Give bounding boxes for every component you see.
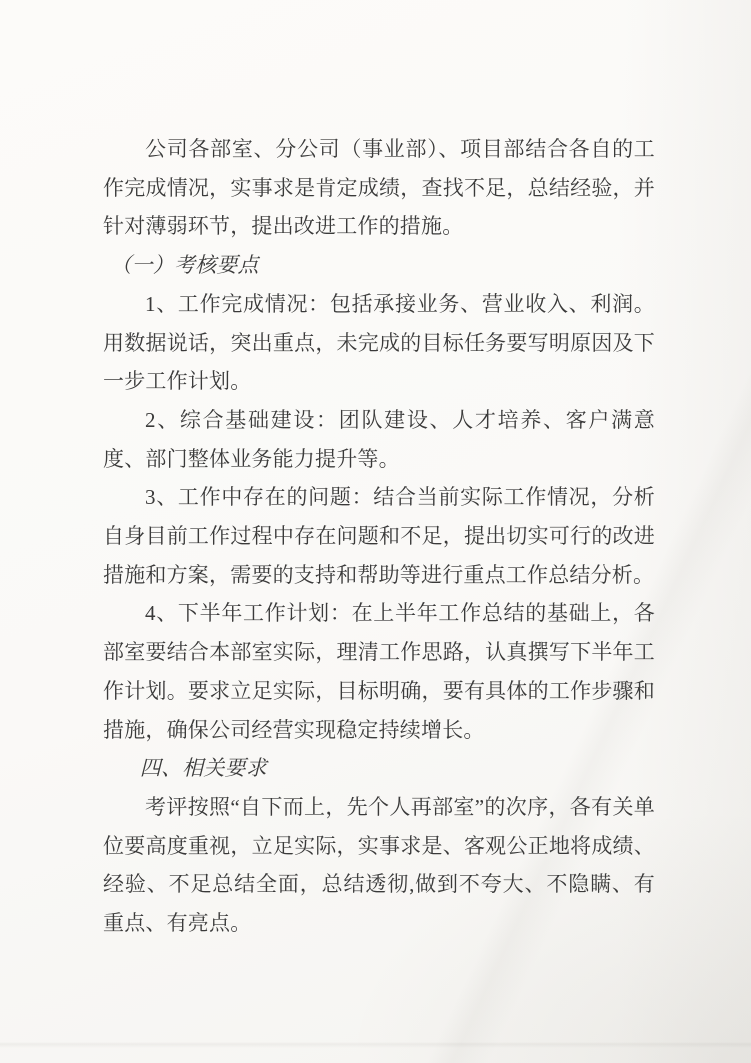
heading-assessment-points: （一）考核要点	[110, 253, 259, 278]
document-text-block	[103, 130, 655, 943]
item-1-work-completion: 1、工作完成情况：包括承接业务、营业收入、利润。用数据说话，突出重点，未完成的目标任务要写明原因及下一步工作计划。	[103, 291, 655, 394]
paragraph-evaluation-requirements: 考评按照“自下而上，先个人再部室”的次序，各有关单位要高度重视，立足实际，实事求是、客观公正地将成绩、经验、不足总结全面，总结透彻,做到不夸大、不隐瞒、有重点、有亮点。	[103, 794, 655, 936]
heading-related-requirements: 四、相关要求	[139, 756, 267, 781]
item-3-existing-problems: 3、工作中存在的问题：结合当前实际工作情况，分析自身目前工作过程中存在问题和不足，提出切实可行的改进措施和方案，需要的支持和帮助等进行重点工作总结分析。	[103, 485, 655, 587]
item-4-second-half-plan: 4、下半年工作计划：在上半年工作总结的基础上，各部室要结合本部室实际，理清工作思路，认真撰写下半年工作计划。要求立足实际，目标明确，要有具体的工作步骤和措施，确保公司经营实现稳定持续增长。	[103, 601, 655, 742]
item-2-comprehensive-foundation: 2、综合基础建设：团队建设、人才培养、客户满意度、部门整体业务能力提升等。	[103, 407, 655, 471]
paragraph-overview: 公司各部室、分公司（事业部）、项目部结合各自的工作完成情况，实事求是肯定成绩，查找不足，总结经验，并针对薄弱环节，提出改进工作的措施。	[103, 137, 655, 239]
